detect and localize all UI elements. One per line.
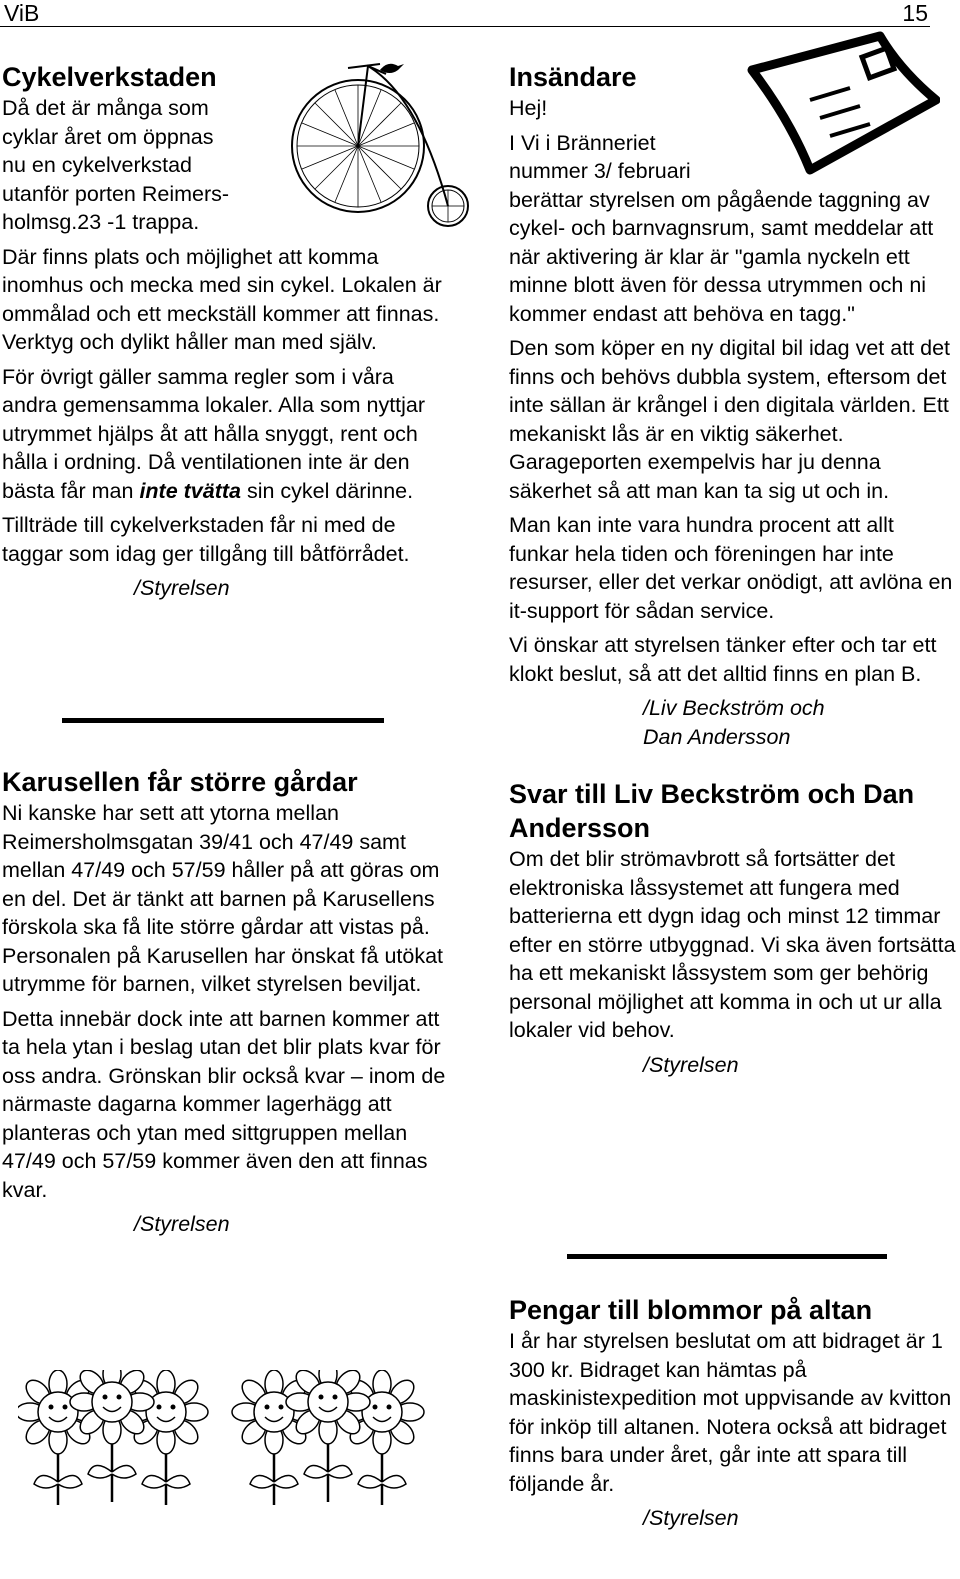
magazine-name: ViB [4,0,40,26]
article-insandare [509,60,957,751]
article-paragraph: berättar styrelsen om pågående taggning av cykel- och barnvagnsrum, samt meddelar att när aktivering är klar är "gamla nyckeln ett minne blott även för dessa utrymmen och ni kommer endast att behöva en tagg." [509,187,934,326]
article-svar [509,777,957,1079]
article-intro-line: holmsg.23 -1 trappa. [2,210,200,234]
article-paragraph: Ni kanske har sett att ytorna mellan Reimersholmsgatan 39/41 och 47/49 samt mellan 47/49 och 57/59 håller på att göras om en del. Det är tänkt att barnen på Karusellens förskola ska få lite större gårdar att vistas på. Personalen på Karusellen har önskat få utökat utrymme för barnen, vilket styrelsen beviljat. [2,801,444,996]
article-signature: /Styrelsen [134,576,230,600]
emphasis-text: inte tvätta [139,478,241,503]
article-signature: /Styrelsen [134,1212,230,1236]
article-signature: /Styrelsen [643,1052,739,1077]
article-title: Pengar till blommor på altan [509,1295,873,1325]
article-title: Cykelverkstaden [2,62,217,92]
page-header [0,0,930,27]
page-number: 15 [902,0,928,26]
section-divider [62,718,384,723]
article-cykelverkstaden [2,60,447,603]
article-title: Insändare [509,62,637,92]
article-paragraph: Man kan inte vara hundra procent att allt funkar hela tiden och föreningen har inte resurser, eller det verkar onödigt, att avlöna en it-support för sådan service. [509,513,953,623]
section-divider [567,1254,887,1259]
article-intro-line: utanför porten Reimers- [2,181,230,206]
article-intro-line: nu en cykelverkstad [2,153,193,177]
article-blommor [509,1293,957,1533]
article-intro-line: I Vi i Bränneriet [509,130,656,155]
article-karusellen [2,765,447,1239]
left-column [2,60,447,1236]
article-intro-line: nummer 3/ februari [509,159,691,183]
article-paragraph: Tillträde till cykelverkstaden får ni med de taggar som idag ger tillgång till båtförrådet. [2,513,410,566]
article-signature: Dan Andersson [643,724,791,749]
article-title: Karusellen får större gårdar [2,767,358,797]
article-title: Svar till Liv Beckström och Dan Andersson [509,779,915,843]
article-intro-line: Hej! [509,96,548,120]
article-paragraph: I år har styrelsen beslutat om att bidraget är 1 300 kr. Bidraget kan hämtas på maskinistexpedition mot uppvisande av kvitton för inköp till altanen. Notera också att bidraget finns bara under året, går inte att spara till följande år. [509,1329,952,1496]
article-paragraph: Den som köper en ny digital bil idag vet att det finns och behövs dubbla system, eftersom det inte sällan är krångel i den digitala världen. Ett mekaniskt lås är en viktig säkerhet. Garageporten exempelvis har ju denna säkerhet så att man kan ta sig ut och in. [509,336,951,503]
article-paragraph: För övrigt gäller samma regler som i våra andra gemensamma lokaler. Alla som nyttjar utrymmet hjälps åt att hålla snyggt, rent och hålla i ordning. Då ventilationen inte är den bästa får man inte tvätta sin cykel därinne. [2,364,426,503]
article-paragraph: Vi önskar att styrelsen tänker efter och tar ett klokt beslut, så att det alltid finns en plan B. [509,633,937,686]
article-signature: /Liv Beckström och [643,696,825,720]
flowers-illustration [18,1370,468,1505]
article-paragraph: Detta innebär dock inte att barnen kommer att ta hela ytan i beslag utan det blir plats kvar för oss andra. Grönskan blir också kvar – inom de närmaste dagarna kommer lagerhägg att planteras och ytan med sittgruppen mellan 47/49 och 57/59 kommer även den att finnas kvar. [2,1006,446,1202]
article-paragraph: Om det blir strömavbrott så fortsätter det elektroniska låssystemet att fungera med batterierna ett dygn idag och minst 12 timmar efter en större utbyggnad. Vi ska även fortsätta ha ett mekaniskt låssystem som ger behörig personal möjlighet att komma in och ut ur alla lokaler vid behov. [509,847,956,1042]
right-column [509,60,957,1530]
article-intro-line: cyklar året om öppnas [2,124,214,149]
article-signature: /Styrelsen [643,1506,739,1530]
article-intro-line: Då det är många som [2,96,209,120]
article-paragraph: Där finns plats och möjlighet att komma inomhus och mecka med sin cykel. Lokalen är ommålad och ett meckställ kommer att finnas. Verktyg och dylikt håller man med själv. [2,244,442,354]
